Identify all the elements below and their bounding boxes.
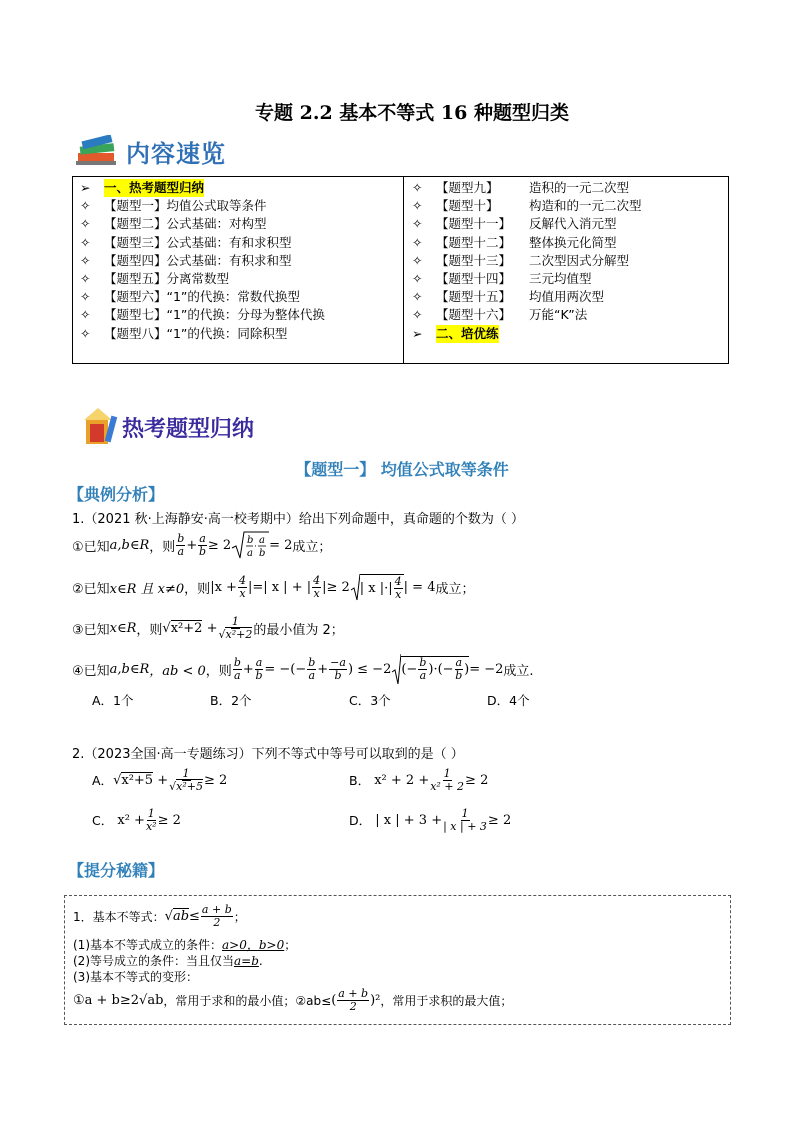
toc-table bbox=[72, 176, 729, 364]
toc-item-label: 二次型因式分解型 bbox=[529, 252, 630, 268]
statement-connector: ，则 bbox=[136, 622, 163, 638]
statement-suffix: 成立； bbox=[292, 539, 332, 555]
svg-text:b: b bbox=[247, 535, 254, 546]
toc-item-label: 万能“K”法 bbox=[529, 307, 588, 323]
toc-item-label: 【题型五】分离常数型 bbox=[104, 270, 230, 286]
tip-text: ，常用于求积的最大值； bbox=[380, 994, 513, 1008]
diamond-bullet-icon: ✧ bbox=[80, 234, 91, 250]
sqrt-symbol bbox=[231, 530, 269, 560]
toc-item[interactable] bbox=[412, 215, 728, 233]
toc-right-column bbox=[404, 177, 728, 363]
fraction: $\frac{4}{x}$ bbox=[313, 573, 321, 600]
q1-statement-2 bbox=[72, 572, 475, 602]
toc-item-label: 造积的一元二次型 bbox=[529, 180, 630, 195]
statement-condition: a,b∈R bbox=[109, 537, 150, 553]
option-label: C． bbox=[92, 813, 114, 828]
arrow-bullet-icon: ➢ bbox=[412, 325, 423, 341]
diamond-bullet-icon: ✧ bbox=[80, 289, 91, 305]
toc-item-tag: 【题型九】 bbox=[436, 180, 499, 195]
tip-text: 1．基本不等式： bbox=[73, 910, 165, 924]
toc-item[interactable] bbox=[80, 179, 403, 197]
toc-item-tag: 【题型十六】 bbox=[436, 307, 512, 323]
toc-item[interactable] bbox=[412, 288, 728, 306]
toc-item[interactable] bbox=[80, 288, 403, 306]
q1-option-c[interactable]: C．3个 bbox=[349, 693, 391, 708]
toc-item[interactable] bbox=[412, 234, 728, 252]
toc-item-tag: 【题型十】 bbox=[436, 198, 499, 214]
expression-part: |x + bbox=[210, 579, 237, 595]
radicand: | x |·| $\frac{4}{x}$ bbox=[359, 574, 402, 601]
expression-part: |=| x | + | bbox=[247, 579, 312, 595]
toc-left-column bbox=[73, 177, 404, 363]
option-label: D． bbox=[349, 813, 372, 828]
statement-condition: a,b∈R bbox=[109, 661, 150, 677]
tip-text: (1)基本不等式成立的条件： bbox=[73, 938, 222, 952]
toc-item-label: 【题型二】公式基础：对构型 bbox=[104, 216, 267, 232]
page-title: 专题 2.2 基本不等式 16 种题型归类 bbox=[255, 102, 569, 124]
content-overview-banner bbox=[76, 134, 226, 169]
toc-item[interactable] bbox=[80, 215, 403, 233]
expression-part: |≥ 2 bbox=[322, 579, 350, 595]
toc-item-tag: 【题型十四】 bbox=[436, 270, 512, 286]
tip-line-3 bbox=[73, 952, 263, 969]
sqrt-symbol bbox=[350, 572, 360, 602]
tip-text: (2)等号成立的条件：当且仅当 bbox=[73, 954, 234, 968]
sqrt-expression: √x²+2 bbox=[162, 620, 203, 636]
tip-formula: ①a + b≥2√ab bbox=[73, 993, 164, 1008]
diamond-bullet-icon: ✧ bbox=[412, 180, 423, 195]
svg-text:a: a bbox=[247, 548, 254, 559]
q1-statement-1: ①已知 a,b∈R ，则 $\frac{b}{a}$ + $\frac{a}{b}$ ≥ 2 b a · a b = 2 成立； bbox=[72, 531, 332, 559]
toc-item-label: 三元均值型 bbox=[529, 270, 592, 286]
toc-item-label: 【题型六】“1”的代换：常数代换型 bbox=[104, 289, 300, 305]
diamond-bullet-icon: ✧ bbox=[412, 270, 423, 286]
sqrt-symbol bbox=[391, 652, 401, 686]
statement-connector: ，则 bbox=[205, 663, 232, 679]
statement-condition: x∈R 且 x≠0 bbox=[109, 581, 185, 597]
toc-item-label: 【题型一】均值公式取等条件 bbox=[104, 198, 267, 214]
tip-text: ，常用于求和的最小值；②ab≤ bbox=[163, 994, 332, 1008]
toc-item-label: 二、培优练 bbox=[436, 325, 499, 343]
tip-line-4: (3)基本不等式的变形： bbox=[73, 970, 198, 984]
diamond-bullet-icon: ✧ bbox=[80, 325, 91, 341]
toc-item-label: 【题型八】“1”的代换：同除积型 bbox=[104, 325, 288, 341]
q1-option-b[interactable]: B．2个 bbox=[210, 693, 252, 708]
statement-prefix: ②已知 bbox=[72, 581, 110, 597]
svg-text:a: a bbox=[259, 535, 266, 546]
toc-item-label: 均值用两次型 bbox=[529, 289, 605, 305]
q1-statement-3: ③已知 x∈R ，则 √x²+2 + $\frac{1}{\text{√x²+2}}$ 的最小值为 2； bbox=[72, 614, 344, 641]
fraction: $\frac{4}{x}$ bbox=[238, 573, 246, 600]
q2-stem: 2.（2023全国·高一专题练习）下列不等式中等号可以取到的是（ ） bbox=[72, 747, 464, 762]
toc-item[interactable] bbox=[80, 252, 403, 270]
diamond-bullet-icon: ✧ bbox=[80, 216, 91, 232]
toc-item[interactable] bbox=[412, 270, 728, 288]
tip-line-5: ①a + b≥2√ab ，常用于求和的最小值；②ab≤ ( $\frac{a + b}{2}$ )² ，常用于求积的最大值； bbox=[73, 987, 513, 1013]
statement-suffix: 成立. bbox=[503, 663, 534, 679]
statement-prefix: ④已知 bbox=[72, 663, 110, 679]
tips-heading: 【提分秘籍】 bbox=[68, 861, 165, 880]
svg-text:·: · bbox=[254, 542, 257, 552]
statement-prefix: ③已知 bbox=[72, 622, 110, 638]
toc-item-label: 整体换元化简型 bbox=[529, 234, 617, 250]
diamond-bullet-icon: ✧ bbox=[80, 198, 91, 214]
tip-text: . bbox=[258, 954, 263, 968]
toc-item[interactable] bbox=[412, 197, 728, 215]
fraction: $\frac{1}{\text{√x²+2}}$ bbox=[218, 614, 253, 641]
tip-value: a>0，b>0 bbox=[222, 938, 285, 952]
toc-item[interactable] bbox=[80, 234, 403, 252]
statement-rhs: = 2 bbox=[269, 537, 293, 553]
svg-text:b: b bbox=[259, 548, 266, 559]
diamond-bullet-icon: ✧ bbox=[412, 234, 423, 250]
toc-item[interactable] bbox=[412, 252, 728, 270]
q1-option-d[interactable]: D．4个 bbox=[487, 693, 530, 708]
q2-option-d[interactable]: D． | x | + 3 + $\frac{1}{| x | + 3}$ ≥ 2 bbox=[349, 806, 512, 833]
statement-connector: ，则 bbox=[184, 581, 211, 597]
statement-suffix: 的最小值为 2； bbox=[253, 622, 344, 638]
toc-item-label: 一、热考题型归纳 bbox=[104, 179, 204, 197]
statement-condition-2: ，ab < 0 bbox=[149, 663, 206, 679]
q1-option-a[interactable]: A．1个 bbox=[92, 693, 134, 708]
banner-title: 热考题型归纳 bbox=[122, 416, 255, 442]
toc-item[interactable] bbox=[80, 325, 403, 343]
toc-item-tag: 【题型十一】 bbox=[436, 216, 512, 232]
diamond-bullet-icon: ✧ bbox=[80, 307, 91, 323]
toc-item-label: 构造和的一元二次型 bbox=[529, 198, 642, 214]
diamond-bullet-icon: ✧ bbox=[412, 307, 423, 323]
toc-item-tag: 【题型十五】 bbox=[436, 289, 512, 305]
fraction: $\frac{b}{a}$ bbox=[177, 531, 185, 558]
toc-item-label: 【题型七】“1”的代换：分母为整体代换 bbox=[104, 307, 325, 323]
toc-item-tag: 【题型十二】 bbox=[436, 234, 512, 250]
statement-prefix: ①已知 bbox=[72, 539, 110, 555]
toc-item-label: 反解代入消元型 bbox=[529, 216, 617, 232]
diamond-bullet-icon: ✧ bbox=[412, 289, 423, 305]
toc-item-label: 【题型四】公式基础：有积求和型 bbox=[104, 252, 292, 268]
tip-line-2 bbox=[73, 936, 296, 953]
q2-option-b[interactable]: B． x² + 2 + $\frac{1}{\text{x² + 2}}$ ≥ 2 bbox=[349, 766, 489, 793]
example-heading: 【典例分析】 bbox=[68, 485, 165, 504]
toc-item[interactable] bbox=[80, 306, 403, 324]
banner-title: 内容速览 bbox=[126, 140, 226, 168]
radicand: (− $\frac{b}{a}$ )·(− $\frac{a}{b}$ ) bbox=[401, 656, 470, 682]
statement-condition: x∈R bbox=[109, 620, 137, 636]
toc-item[interactable] bbox=[412, 306, 728, 324]
tips-box bbox=[64, 895, 731, 1025]
tip-text: ； bbox=[284, 938, 297, 952]
option-label: A． bbox=[92, 773, 114, 788]
tip-line-1: 1．基本不等式： √ab≤ $\frac{a + b}{2}$ ； bbox=[73, 903, 246, 929]
section-heading: 【题型一】 均值公式取等条件 bbox=[295, 460, 509, 479]
diamond-bullet-icon: ✧ bbox=[80, 270, 91, 286]
tip-value: a=b bbox=[234, 954, 259, 968]
statement-rhs: | = 4 bbox=[403, 579, 436, 595]
pencil-icon bbox=[80, 408, 120, 446]
hot-topics-banner bbox=[80, 408, 254, 446]
books-icon bbox=[76, 135, 120, 169]
option-label: B． bbox=[349, 773, 371, 788]
toc-item[interactable] bbox=[80, 197, 403, 215]
diamond-bullet-icon: ✧ bbox=[412, 216, 423, 232]
arrow-bullet-icon: ➢ bbox=[80, 180, 91, 195]
toc-item[interactable] bbox=[80, 270, 403, 288]
statement-suffix: 成立； bbox=[435, 581, 475, 597]
toc-item-tag: 【题型十三】 bbox=[436, 252, 512, 268]
toc-item[interactable] bbox=[412, 325, 728, 343]
fraction: $\frac{a}{b}$ bbox=[199, 531, 207, 558]
q1-statement-4: ④已知 a,b∈R ，ab < 0 ，则 $\frac{b}{a}$ + $\frac{a}{b}$ = −(− $\frac{b}{a}$ + $\frac{-a}{b}$ ) ≤ −2 (− $\frac{b}{a}$ )·(− $\frac{a}{b}$ ) = −2 成立. bbox=[72, 652, 534, 686]
diamond-bullet-icon: ✧ bbox=[80, 252, 91, 268]
diamond-bullet-icon: ✧ bbox=[412, 252, 423, 268]
diamond-bullet-icon: ✧ bbox=[412, 198, 423, 214]
q1-stem: 1.（2021 秋·上海静安·高一校考期中）给出下列命题中，真命题的个数为（ ） bbox=[72, 512, 525, 527]
q2-option-c[interactable]: C． x² + $\frac{1}{\text{x²}}$ ≥ 2 bbox=[92, 806, 181, 833]
q2-option-a[interactable]: A． √x²+5 + $\frac{1}{\text{√x²+5}}$ ≥ 2 bbox=[92, 766, 228, 793]
toc-item-label: 【题型三】公式基础：有和求积型 bbox=[104, 234, 292, 250]
toc-item[interactable] bbox=[412, 179, 728, 197]
